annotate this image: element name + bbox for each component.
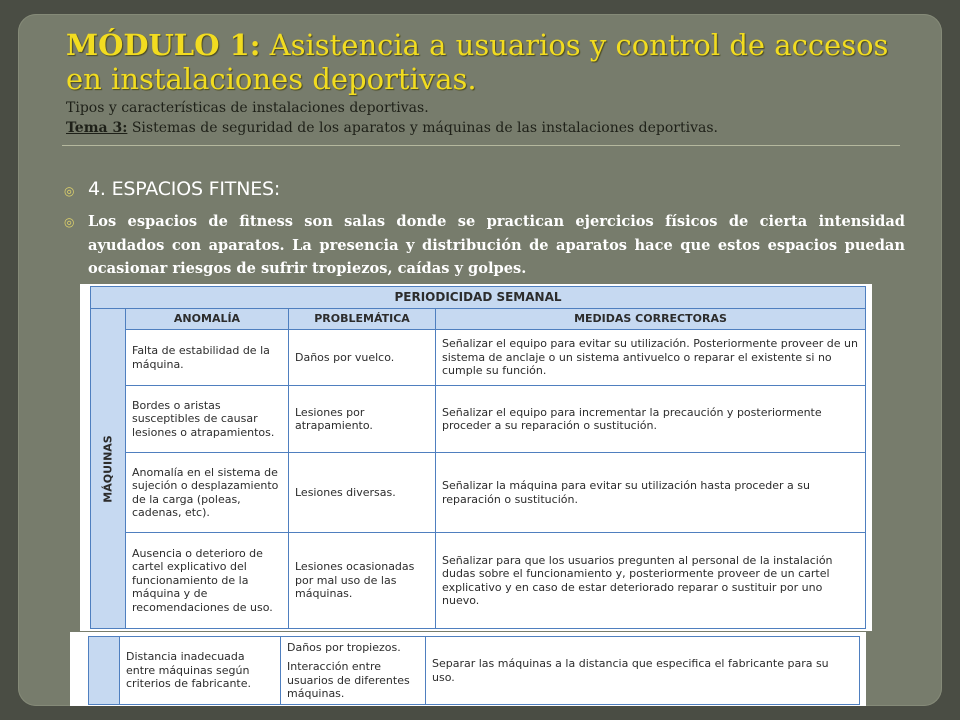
cell-medidas: Señalizar la máquina para evitar su utilización hasta proceder a su reparación o sustitución.: [436, 453, 866, 533]
table-row: [91, 386, 866, 453]
table-row: [91, 330, 866, 386]
slide-frame: [18, 14, 942, 706]
side-cell: [89, 637, 120, 705]
cell-medidas: Señalizar el equipo para evitar su utilización. Posteriormente proveer de un sistema de anclaje o un sistema antivuelco o reparar el existente si no cumple su función.: [436, 330, 866, 386]
side-label-cell: [91, 309, 126, 629]
period-header: PERIODICIDAD SEMANAL: [91, 287, 866, 309]
cell-anomalia: Distancia inadecuada entre máquinas según criterios de fabricante.: [120, 637, 281, 705]
safety-table: [90, 286, 866, 629]
body-paragraph: Los espacios de fitness son salas donde se practican ejercicios físicos de cierta intensidad ayudados con aparatos. La presencia y distribución de aparatos hace que estos espacios puedan ocasionar riesgos de sufrir tropiezos, caídas y golpes.: [88, 213, 905, 277]
cell-medidas: Señalizar para que los usuarios pregunten al personal de la instalación dudas sobre el funcionamiento y, posteriormente proveer de un cartel explicativo y en caso de estar deteriorado reparar o sustituir por uno nuevo.: [436, 533, 866, 629]
tema-label: Tema 3:: [66, 120, 128, 136]
cell-anomalia: Falta de estabilidad de la máquina.: [126, 330, 289, 386]
cell-problematica: [281, 637, 426, 705]
problematica-line-2: Interacción entre usuarios de diferentes máquinas.: [287, 660, 410, 700]
cell-problematica: Daños por vuelco.: [289, 330, 436, 386]
cell-anomalia: Anomalía en el sistema de sujeción o desplazamiento de la carga (poleas, cadenas, etc).: [126, 453, 289, 533]
slide-title: [66, 28, 906, 96]
col-header-anomalia: ANOMALÍA: [126, 309, 289, 330]
bullet-icon: ◎: [64, 184, 75, 198]
table-image-2: [70, 632, 866, 706]
slide-subtitle: Tipos y características de instalaciones deportivas.: [66, 100, 429, 116]
cell-medidas: Señalizar el equipo para incrementar la precaución y posteriormente proceder a su reparación o sustitución.: [436, 386, 866, 453]
cell-medidas: Separar las máquinas a la distancia que especifica el fabricante para su uso.: [426, 637, 860, 705]
tema-text: Sistemas de seguridad de los aparatos y máquinas de las instalaciones deportivas.: [127, 120, 718, 136]
tema-line: [66, 120, 926, 136]
table-row: [91, 453, 866, 533]
section-heading: 4. ESPACIOS FITNES:: [88, 178, 281, 200]
problematica-line-1: Daños por tropiezos.: [287, 640, 401, 654]
table-row: [89, 637, 860, 705]
cell-problematica: Lesiones ocasionadas por mal uso de las máquinas.: [289, 533, 436, 629]
cell-anomalia: Bordes o aristas susceptibles de causar lesiones o atrapamientos.: [126, 386, 289, 453]
title-rest: Asistencia a usuarios y control de accesos en instalaciones deportivas.: [66, 28, 889, 96]
col-header-problematica: PROBLEMÁTICA: [289, 309, 436, 330]
table-image: [80, 284, 872, 631]
title-divider: [62, 145, 900, 146]
cell-problematica: Lesiones diversas.: [289, 453, 436, 533]
bullet-icon: ◎: [64, 215, 75, 229]
title-prefix: MÓDULO 1:: [66, 28, 261, 62]
table-row: [91, 533, 866, 629]
col-header-medidas: MEDIDAS CORRECTORAS: [436, 309, 866, 330]
safety-table-continued: [88, 636, 860, 705]
side-label: MÁQUINAS: [101, 434, 115, 503]
cell-problematica: Lesiones por atrapamiento.: [289, 386, 436, 453]
cell-anomalia: Ausencia o deterioro de cartel explicativo del funcionamiento de la máquina y de recomendaciones de uso.: [126, 533, 289, 629]
